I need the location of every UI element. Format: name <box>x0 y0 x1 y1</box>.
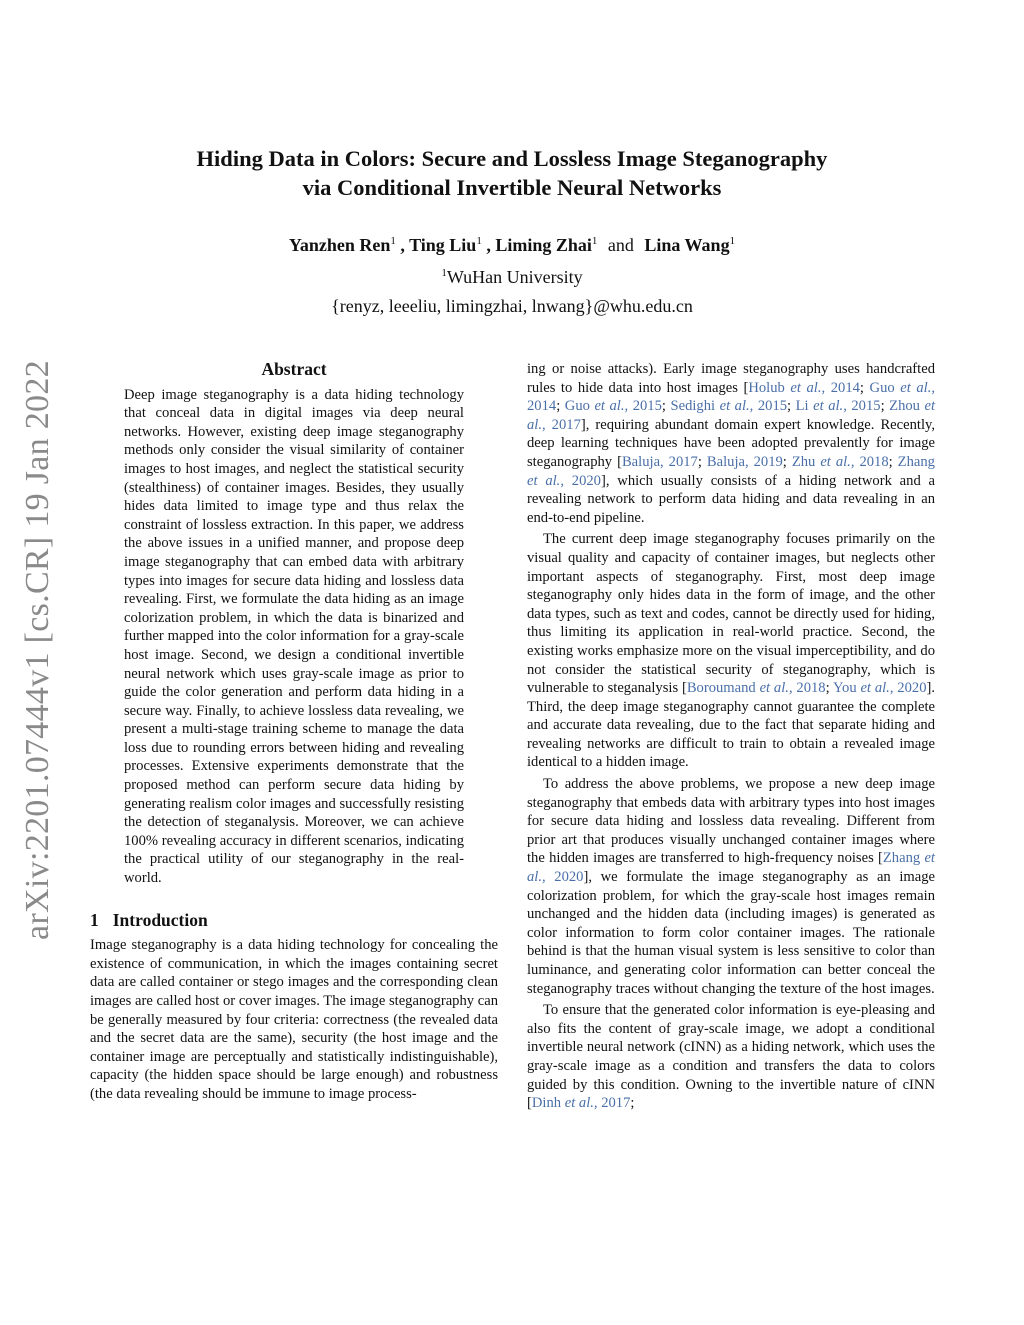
author-name: Lina Wang <box>644 235 730 255</box>
paper-title <box>120 144 904 202</box>
citation-link[interactable]: You et al., 2020 <box>832 680 927 697</box>
author-block <box>120 228 904 319</box>
paragraph: To address the above problems, we propose a new deep image steganography that embeds data with arbitrary types into host images for secure data hiding and lossless data revealing. Different from prior art that produces visually unchanged container images where the hidden images are transferred to high-frequency noises [Zhang et al., 2020], we formulate the image steganography as an image colorization problem, for which the gray-scale host images remain unchanged and the hidden data (including images) is generated as color information to form color container images. The rationale behind is that the human visual system is less sensitive to color than luminance, and generating color information can better conceal the steganography traces without changing the texture of the host images. <box>527 776 936 997</box>
citation-link[interactable]: Baluja, 2019 <box>706 453 783 470</box>
citation-link[interactable]: Li et al., 2015 <box>795 398 881 415</box>
citation-link[interactable]: Boroumand et al., 2018 <box>686 680 826 697</box>
paragraph: To ensure that the generated color information is eye-pleasing and also fits the content of gray-scale image, we adopt a conditional invertible neural network (cINN) as a hiding network, which uses the gray-scale image as a condition and transfers the data to colors guided by this condition. Owning to the invertible nature of cINN [Dinh et al., 2017; <box>527 1002 935 1112</box>
citation-link[interactable]: Guo et al., 2014 <box>527 379 936 415</box>
abstract-text: Deep image steganography is a data hiding technology that conceal data in digital images via deep neural networks. However, existing deep image steganography methods only consider the visual similarity of container images to host images, and neglect the statistical security (stealthiness) of container images. Besides, they usually hides data limited to image type and thus relax the constraint of lossless extraction. In this paper, we address the above issues in a unified manner, and propose deep image steganography that can embed data with arbitrary types into images for secure data hiding and lossless data revealing. First, we formulate the data hiding as an image colorization problem, in which the data is binarized and further mapped into the color information for a gray-scale host image. Second, we design a conditional invertible neural network which uses gray-scale image as prior to guide the color generation and perform data hiding in a secure way. Finally, to achieve lossless data revealing, we present a multi-stage training scheme to manage the data loss due to rounding errors between hiding and revealing processes. Extensive experiments demonstrate that the proposed method can perform secure data hiding by generating realism color images and successfully resisting the detection of steganalysis. Moreover, we can achieve 100% revealing accuracy in different scenarios, indicating the practical utility of our steganography in the real-world. <box>124 386 464 887</box>
citation-link[interactable]: Holub et al., 2014 <box>748 379 860 396</box>
paragraph: Image steganography is a data hiding technology for concealing the existence of communication, in which the images containing secret data are called container or stego images and the corresponding clean images are called host or cover images. The image steganography can be generally measured by four criteria: correctness (the revealed data and the secret data are the same), security (the host image and the container image are perceptually and statistically indistinguishable), capacity (the hidden space should be large enough) and robustness (the data revealing should be immune to image process- <box>90 937 498 1102</box>
right-column <box>527 360 935 1113</box>
citation-link[interactable]: Zhang et al., 2020 <box>527 453 935 489</box>
author-name: Liming Zhai <box>495 235 592 255</box>
section-heading: 1 Introduction <box>90 909 208 930</box>
paragraph: The current deep image steganography focuses primarily on the visual quality and capacity of container images, but neglects other important aspects of steganography. First, most deep image steganography only hides data in the form of image, and the other data types, such as text and codes, cannot be directly used for hiding, thus limiting its application in real-world practice. Second, the existing works emphasize more on the visual imperceptibility, and do not consider the statistical security of steganography, which is vulnerable to steganalysis [Boroumand et al., 2018; You et al., 2020]. Third, the deep image steganography cannot guarantee the complete and accurate data revealing, due to the fact that separate hiding and revealing networks are difficult to train to obtain a revealed image identical to a hidden image. <box>527 531 936 771</box>
author-name: Ting Liu <box>409 235 477 255</box>
abstract-heading: Abstract <box>261 359 327 379</box>
citation-link[interactable]: Guo et al., 2015 <box>564 398 662 415</box>
arxiv-identifier: arXiv:2201.07444v1 [cs.CR] 19 Jan 2022 <box>19 360 56 940</box>
paragraph: ing or noise attacks). Early image steganography uses handcrafted rules to hide data into host images [Holub et al., 2014; Guo et al., 2014; Guo et al., 2015; Sedighi et al., 2015; Li et al., 2015; Zhou et al., 2017], requiring abundant domain expert knowledge. Recently, deep learning techniques have been adopted prevalently for image steganography [Baluja, 2017; Baluja, 2019; Zhu et al., 2018; Zhang et al., 2020], which usually consists of a hiding network and a revealing network to perform data hiding and data revealing in an end-to-end pipeline. <box>527 361 936 526</box>
citation-link[interactable]: Sedighi et al., 2015 <box>670 398 788 415</box>
author-emails: {renyz, leeeliu, limingzhai, lnwang}@whu.edu.cn <box>331 296 693 316</box>
affiliation: $^1$WuHan University <box>441 267 583 287</box>
citation-link[interactable]: Baluja, 2017 <box>621 453 698 470</box>
author-name: Yanzhen Ren <box>288 235 391 255</box>
citation-link[interactable]: Zhang et al., 2020 <box>527 850 935 886</box>
author-list: Yanzhen Ren$^1$ , Ting Liu$^1$ , Liming Zhai$^1$ and Lina Wang$^1$ <box>288 235 736 255</box>
title-line-2: via Conditional Invertible Neural Networks <box>302 175 722 200</box>
abstract <box>90 360 498 888</box>
left-column <box>90 360 498 1104</box>
title-line-1: Hiding Data in Colors: Secure and Lossless Image Steganography <box>196 146 828 171</box>
citation-link[interactable]: Zhu et al., 2018 <box>791 453 889 470</box>
citation-link[interactable]: Dinh et al., 2017 <box>531 1095 631 1112</box>
citation-link[interactable]: Zhou et al., 2017 <box>527 398 936 433</box>
